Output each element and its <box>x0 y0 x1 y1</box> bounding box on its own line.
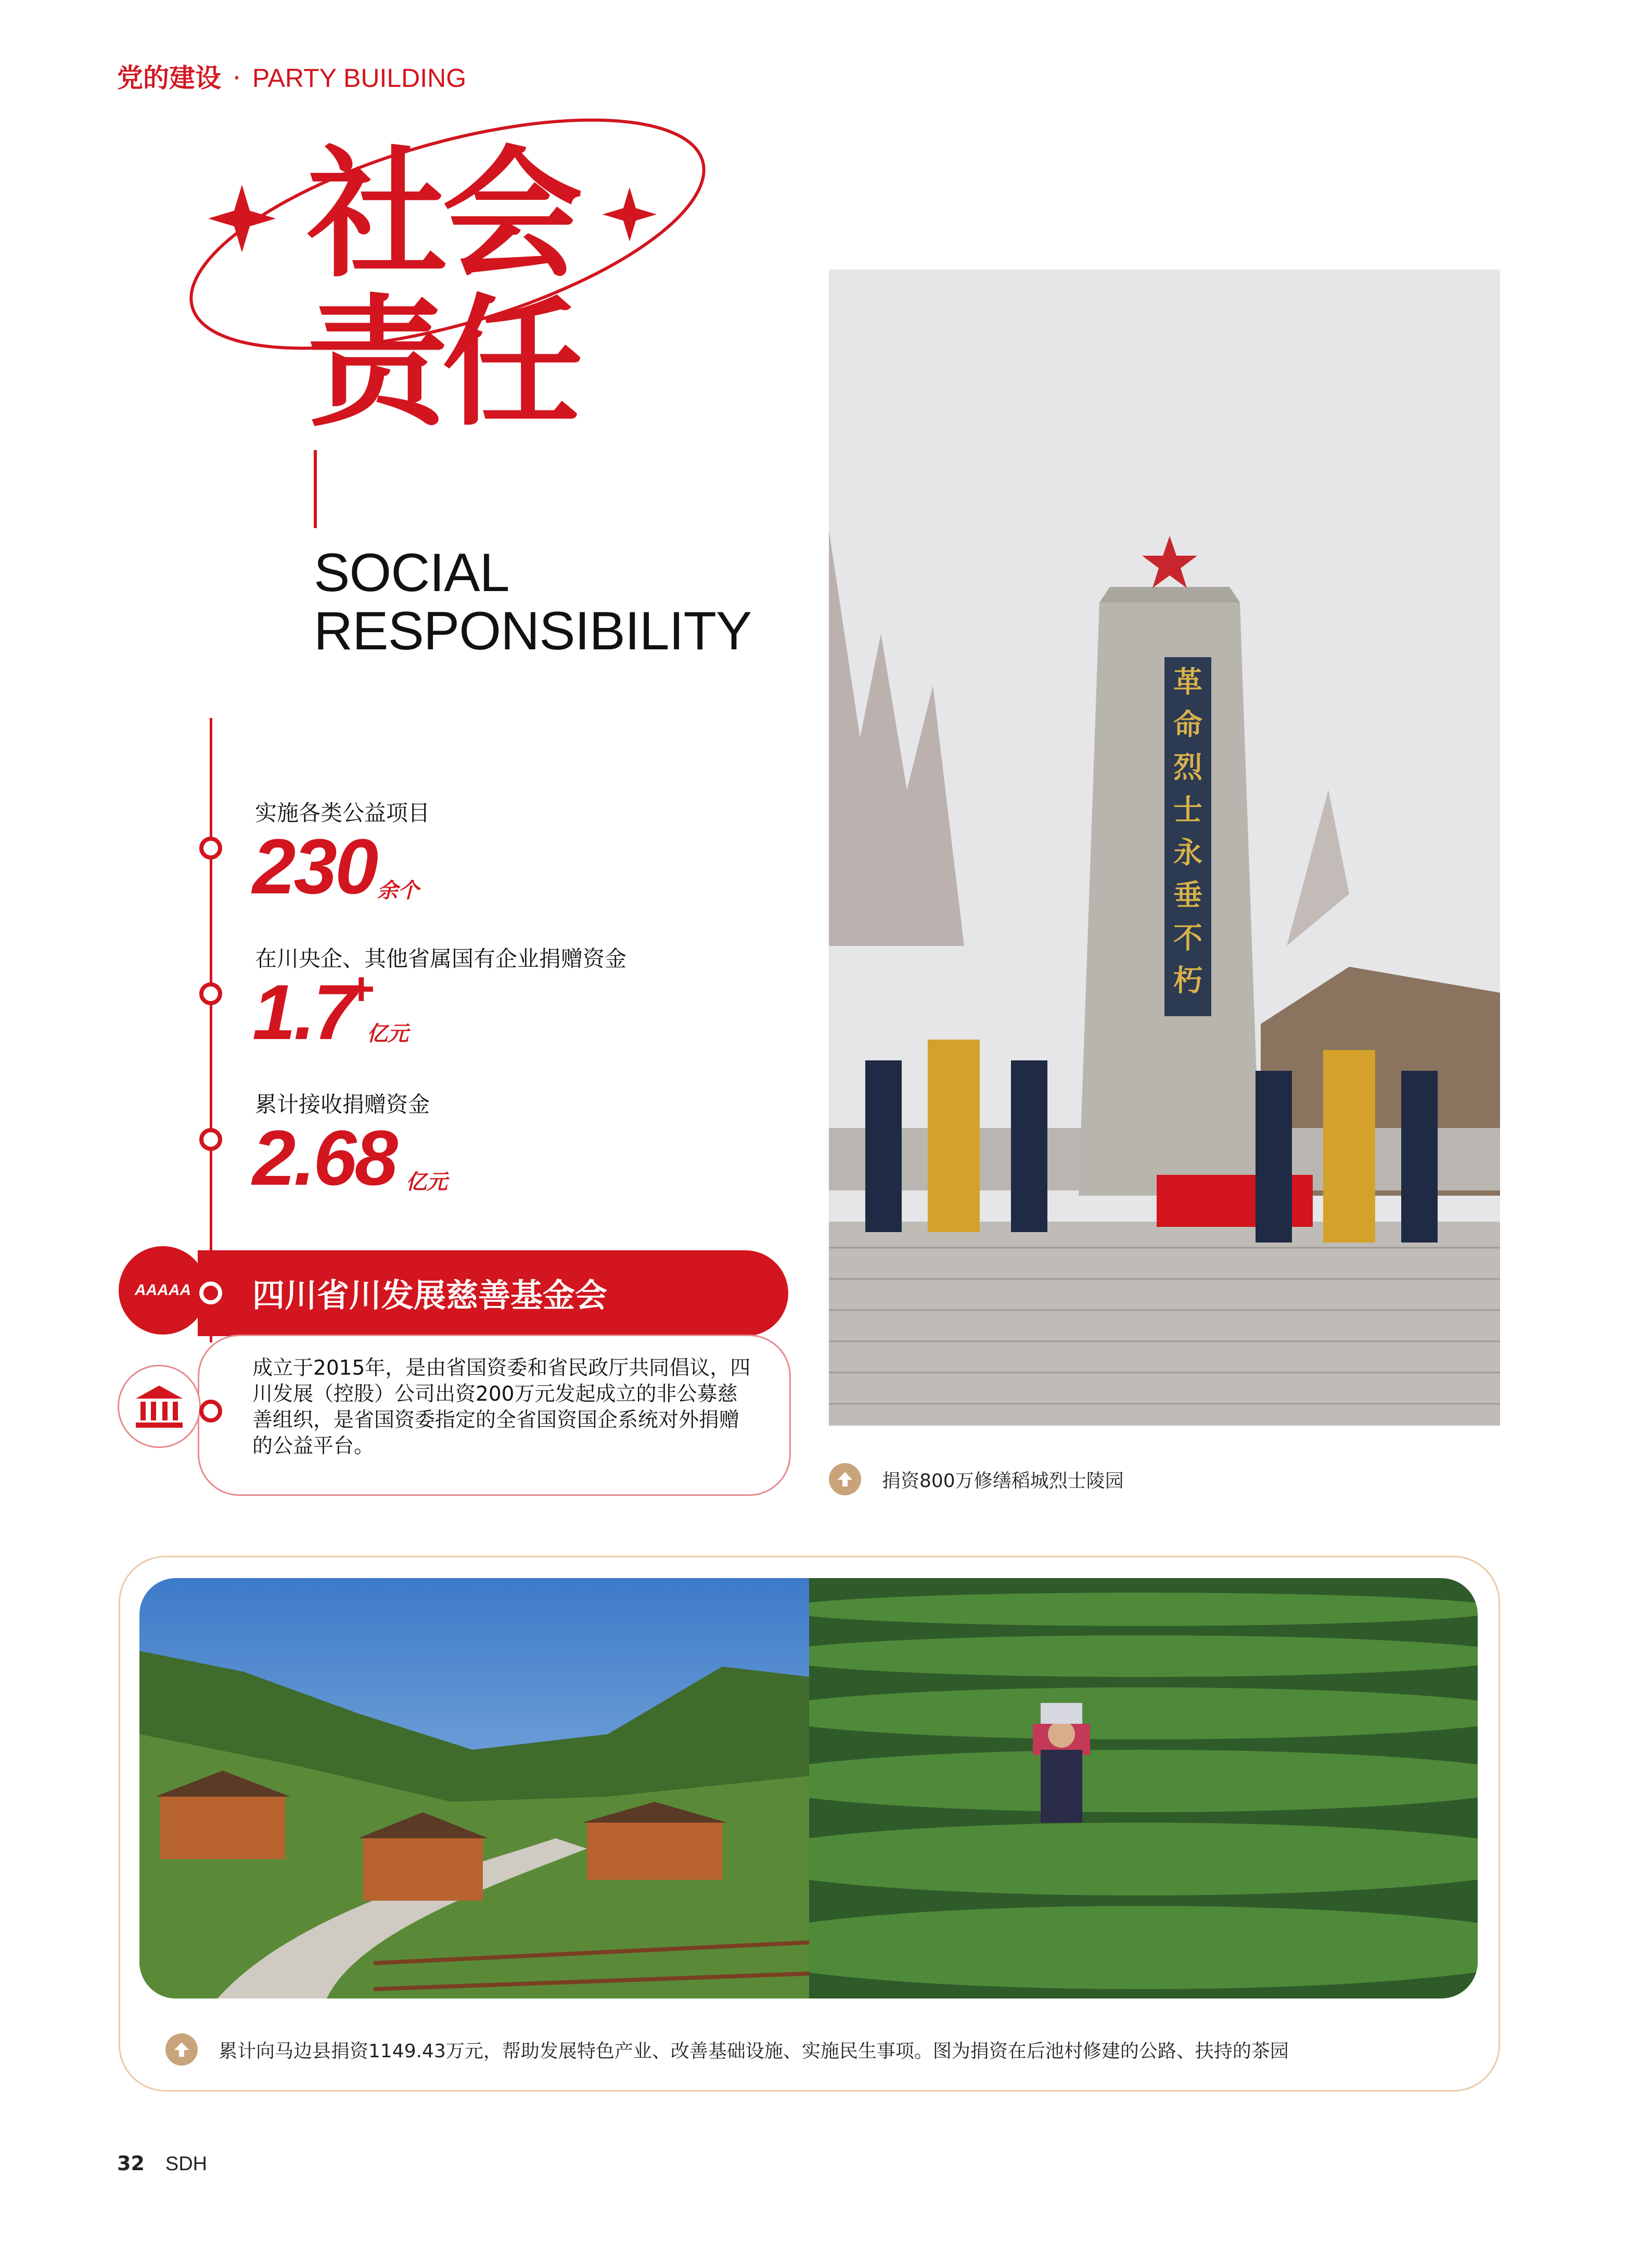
stat-value: 1.7 <box>252 968 355 1056</box>
title-en-line1: SOCIAL <box>314 543 509 603</box>
section-label-zh: 党的建设 <box>117 63 221 93</box>
title-en-line2: RESPONSIBILITY <box>314 601 752 661</box>
sparkle-icon <box>603 187 657 241</box>
page-footer <box>117 2152 207 2175</box>
page-title-zh <box>307 133 578 445</box>
stat-label: 实施各类公益项目 <box>255 800 430 826</box>
page-number: 32 <box>117 2152 145 2175</box>
timeline-node <box>199 1128 222 1151</box>
memorial-caption-text: 捐资800万修缮稻城烈士陵园 <box>882 1470 1124 1492</box>
section-label-en: PARTY BUILDING <box>252 63 467 93</box>
stat-unit: 余个 <box>377 879 419 903</box>
title-divider <box>314 450 317 528</box>
bottom-caption <box>165 2033 1289 2066</box>
section-separator: · <box>233 63 241 93</box>
stat-label: 在川央企、其他省属国有企业捐赠资金 <box>255 946 627 971</box>
memorial-inscription: 革 命 烈 士 永 垂 不 朽 <box>1173 665 1202 998</box>
stat-unit: 亿元 <box>367 1022 408 1046</box>
stat-unit: 亿元 <box>406 1170 447 1194</box>
timeline-line <box>210 718 212 1342</box>
stat-value: 230 <box>252 823 377 910</box>
section-tag <box>117 57 466 95</box>
stat-plus: + <box>348 963 375 1015</box>
foundation-name: 四川省川发展慈善基金会 <box>252 1276 608 1314</box>
rating-badge: AAAAA <box>119 1246 207 1335</box>
timeline-node <box>199 837 222 860</box>
page-title-en <box>314 544 751 660</box>
footer-brand: SDH <box>165 2153 208 2175</box>
timeline-node <box>199 1400 222 1423</box>
village-road-photo <box>139 1578 811 1998</box>
arrow-up-icon <box>165 2033 198 2066</box>
arrow-up-icon <box>829 1463 861 1495</box>
foundation-description: 成立于2015年，是由省国资委和省民政厅共同倡议，四川发展（控股）公司出资200万元发起成立的非公募慈善组织，是省国资委指定的全省国资国企系统对外捐赠的公益平台。 <box>252 1356 751 1458</box>
memorial-caption <box>829 1463 1124 1495</box>
timeline-node <box>199 1282 222 1304</box>
stat-label: 累计接收捐赠资金 <box>255 1092 430 1117</box>
title-zh-line2: 责任 <box>307 281 578 445</box>
bottom-caption-text: 累计向马边县捐资1149.43万元，帮助发展特色产业、改善基础设施、实施民生事项。图为捐资在后池村修建的公路、扶持的茶园 <box>219 2040 1289 2062</box>
stat-value: 2.68 <box>252 1114 396 1201</box>
timeline-node <box>199 982 222 1005</box>
institution-icon <box>118 1365 201 1448</box>
sparkle-icon <box>208 185 276 252</box>
tea-garden-photo <box>809 1578 1478 1998</box>
title-zh-line1: 社会 <box>307 133 578 297</box>
